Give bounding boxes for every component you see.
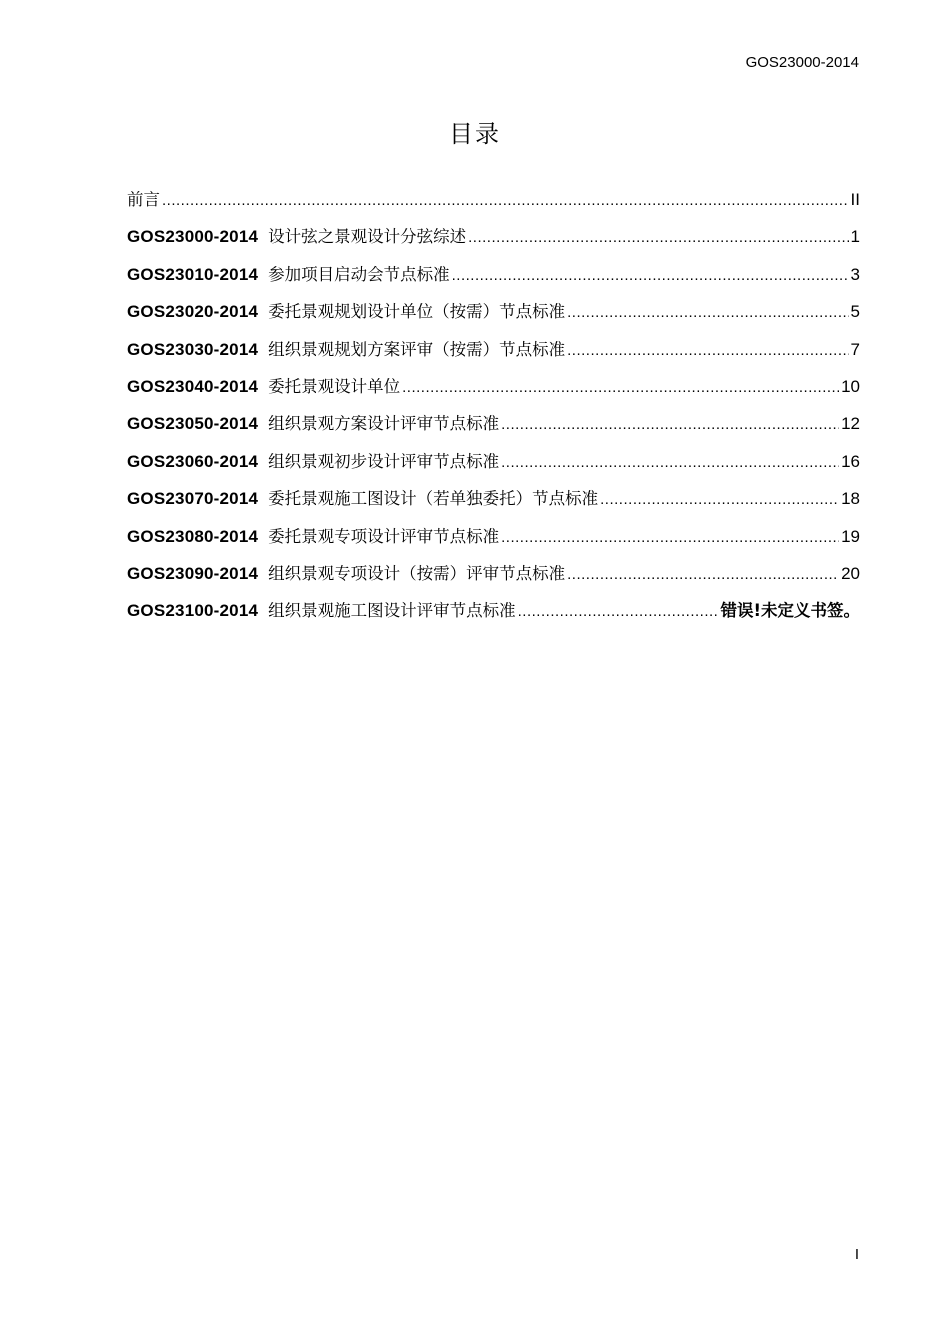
toc-entry-code: GOS23040-2014 xyxy=(127,376,259,396)
toc-entry-page: 18 xyxy=(841,489,860,509)
toc-entry-code: GOS23100-2014 xyxy=(127,601,259,621)
toc-entry-page: 12 xyxy=(841,414,860,434)
toc-dot-leader xyxy=(567,342,848,359)
table-of-contents xyxy=(127,186,860,635)
header-document-code: GOS23000-2014 xyxy=(745,54,859,71)
toc-entry[interactable] xyxy=(127,448,860,485)
toc-entry-page: 3 xyxy=(850,264,860,284)
toc-dot-leader xyxy=(518,603,719,620)
toc-entry-code: GOS23080-2014 xyxy=(127,526,259,546)
toc-entry-code: GOS23020-2014 xyxy=(127,302,259,322)
toc-entry[interactable] xyxy=(127,261,860,298)
toc-entry-code: GOS23070-2014 xyxy=(127,489,259,509)
toc-entry-text: 组织景观施工图设计评审节点标准 xyxy=(268,601,516,621)
toc-entry-page: 16 xyxy=(841,451,860,471)
toc-entry[interactable] xyxy=(127,298,860,335)
toc-entry-text: 组织景观专项设计（按需）评审节点标准 xyxy=(268,563,566,583)
toc-entry[interactable] xyxy=(127,410,860,447)
toc-dot-leader xyxy=(501,416,839,433)
toc-entry-text: 委托景观规划设计单位（按需）节点标准 xyxy=(268,302,566,322)
toc-entry[interactable] xyxy=(127,523,860,560)
toc-dot-leader xyxy=(567,566,839,583)
toc-entry-code: GOS23000-2014 xyxy=(127,227,259,247)
toc-entry-code: GOS23010-2014 xyxy=(127,264,259,284)
toc-entry-text: 委托景观设计单位 xyxy=(268,376,401,396)
toc-entry[interactable] xyxy=(127,223,860,260)
toc-entry-code: GOS23050-2014 xyxy=(127,414,259,434)
toc-entry-text: 委托景观专项设计评审节点标准 xyxy=(268,526,500,546)
toc-entry[interactable] xyxy=(127,373,860,410)
toc-entry-text: 组织景观方案设计评审节点标准 xyxy=(268,414,500,434)
toc-entry-text: 设计弦之景观设计分弦综述 xyxy=(268,227,467,247)
toc-entry-code: GOS23090-2014 xyxy=(127,563,259,583)
toc-entry-text: 参加项目启动会节点标准 xyxy=(268,264,450,284)
toc-entry-page: II xyxy=(850,190,860,209)
toc-entry-code: GOS23030-2014 xyxy=(127,339,259,359)
toc-entry[interactable] xyxy=(127,560,860,597)
toc-entry-page: 20 xyxy=(841,563,860,583)
toc-entry-page: 1 xyxy=(850,227,860,247)
toc-entry-text: 前言 xyxy=(127,190,160,209)
toc-entry-text: 委托景观施工图设计（若单独委托）节点标准 xyxy=(268,489,599,509)
toc-entry-code: GOS23060-2014 xyxy=(127,451,259,471)
toc-dot-leader xyxy=(468,229,848,246)
toc-dot-leader xyxy=(501,529,839,546)
toc-dot-leader xyxy=(501,454,839,471)
toc-entry-text: 组织景观初步设计评审节点标准 xyxy=(268,451,500,471)
toc-dot-leader xyxy=(600,491,839,508)
toc-entry-page-error: 错误!未定义书签。 xyxy=(720,601,860,621)
toc-entry-page: 10 xyxy=(841,376,860,396)
page-number: I xyxy=(854,1246,859,1263)
toc-entry-page: 5 xyxy=(850,302,860,322)
toc-dot-leader xyxy=(402,379,839,396)
toc-dot-leader xyxy=(452,267,849,284)
toc-entry[interactable] xyxy=(127,597,860,634)
toc-entry[interactable] xyxy=(127,485,860,522)
toc-dot-leader xyxy=(567,304,848,321)
toc-dot-leader xyxy=(162,192,849,209)
toc-entry-preface[interactable] xyxy=(127,186,860,223)
toc-entry[interactable] xyxy=(127,336,860,373)
toc-entry-text: 组织景观规划方案评审（按需）节点标准 xyxy=(268,339,566,359)
toc-title: 目录 xyxy=(449,120,501,148)
toc-entry-page: 19 xyxy=(841,526,860,546)
toc-entry-page: 7 xyxy=(850,339,860,359)
